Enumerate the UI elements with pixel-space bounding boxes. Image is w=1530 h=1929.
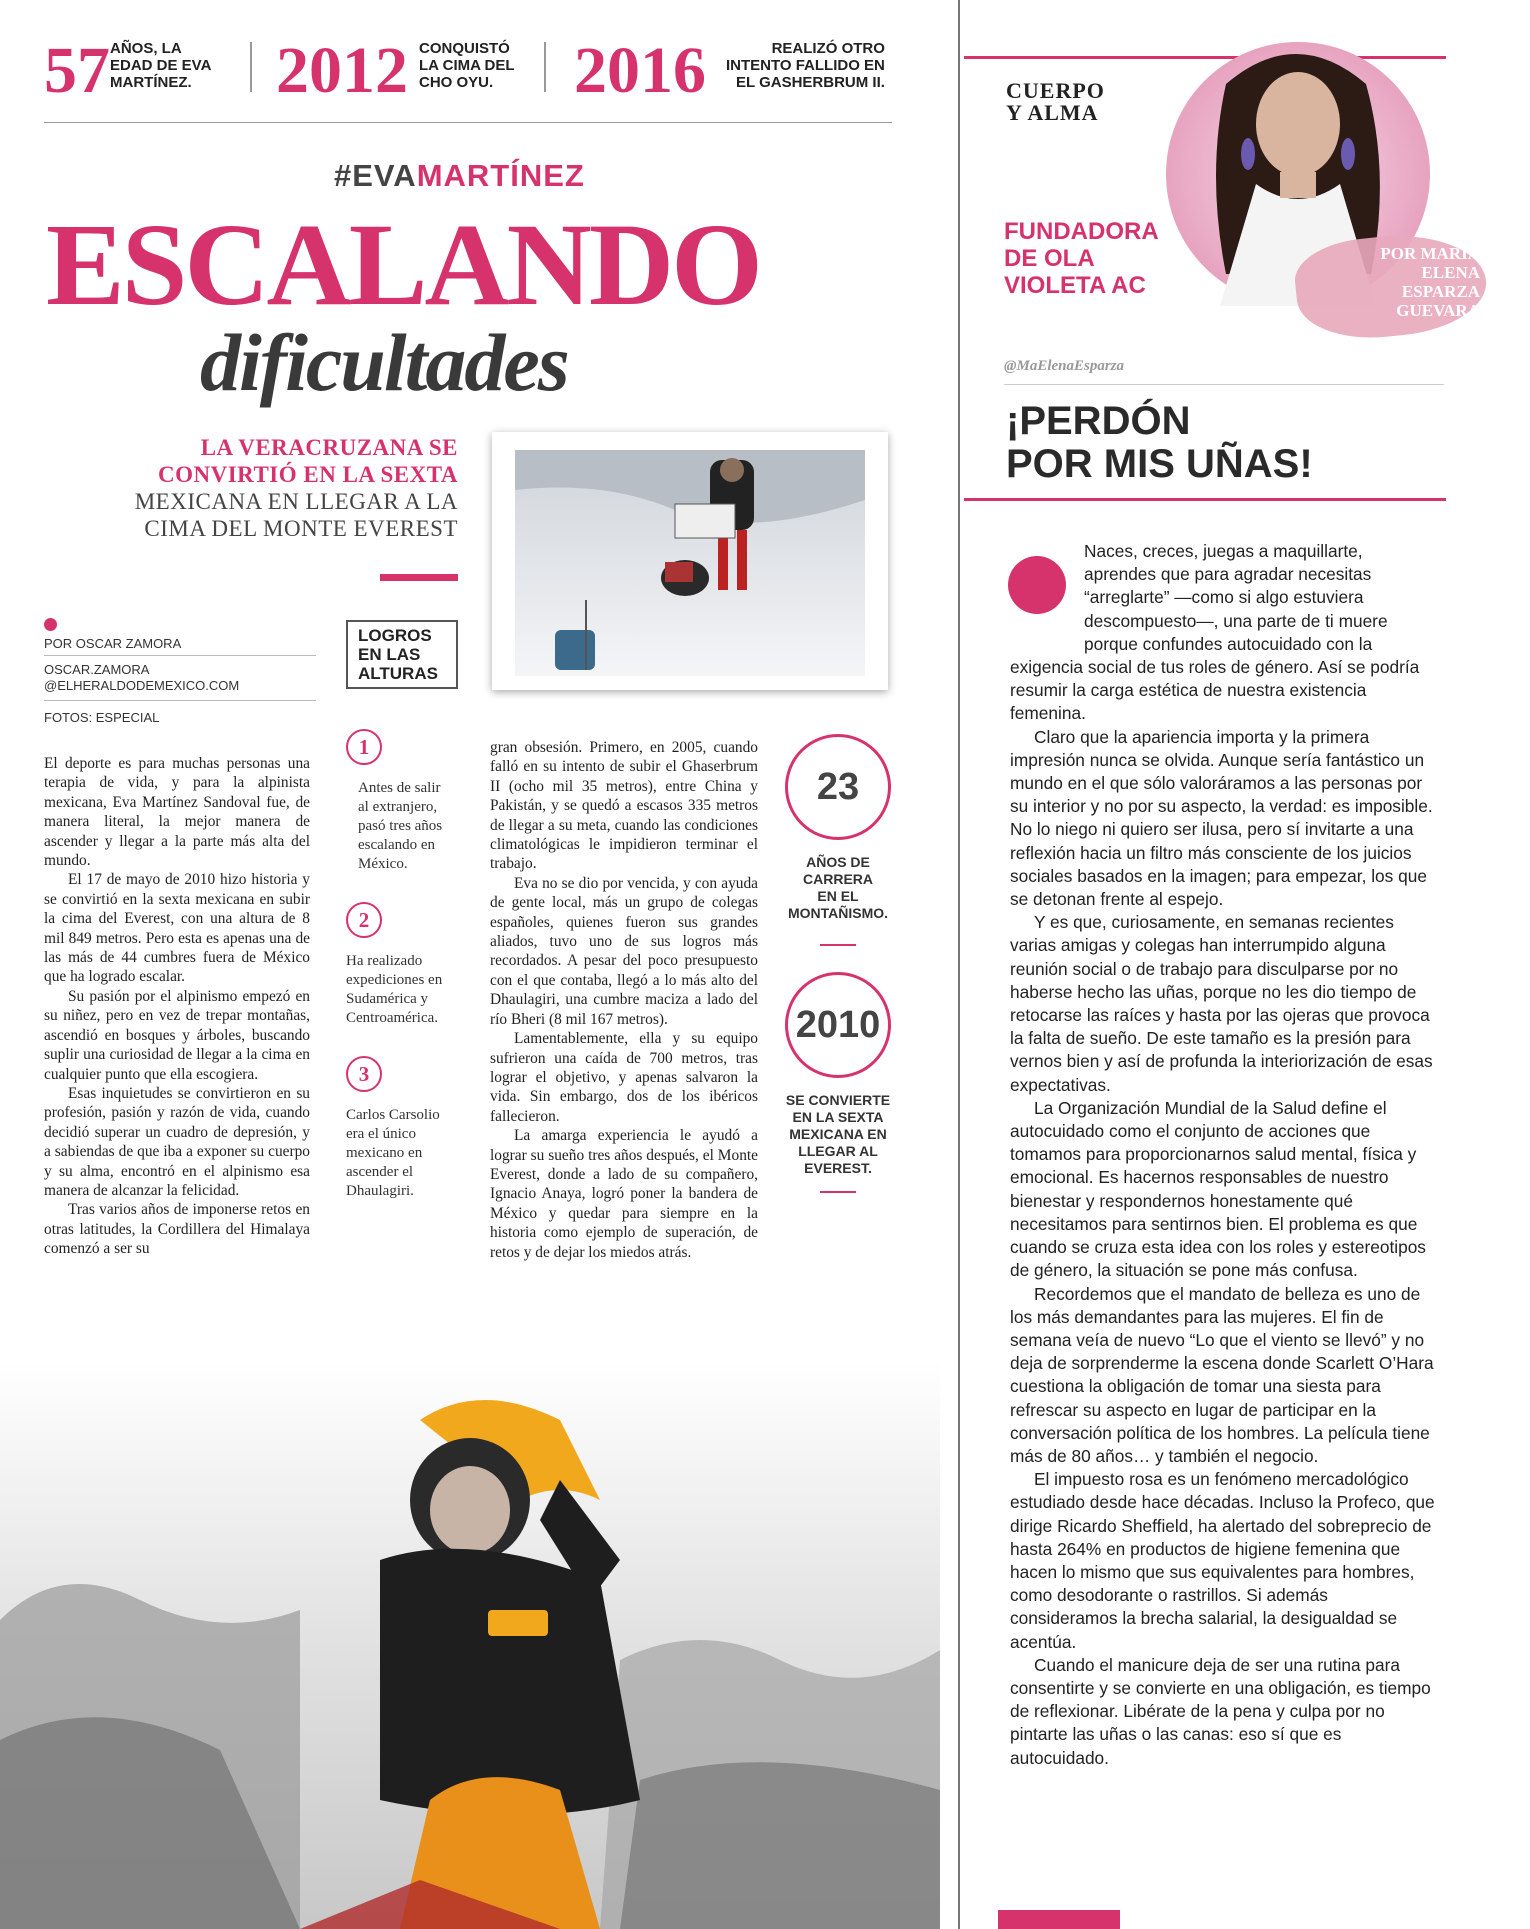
photo-credit: FOTOS: ESPECIAL <box>44 710 160 725</box>
paragraph: Eva no se dio por vencida, y con ayuda de gente local, más un grupo de colegas españoles, quienes fueron sus grandes aliados, tuvo uno de sus logros más recordados. A pesar del poco presupuesto con el que contaba, llegó a lo más alto del Dhaulagiri, una cumbre maciza a lado del río Bheri (8 mil 167 metros). <box>490 874 758 1028</box>
paragraph: Tras varios años de imponerse retos en otras latitudes, la Cordillera del Himalaya comenzó a ser su <box>44 1201 310 1258</box>
deck-underline <box>380 574 458 581</box>
byline-dot <box>44 618 57 631</box>
logro-text: Antes de salir al extranjero, pasó tres años escalando en México. <box>358 780 443 872</box>
hashtag: #EVAMARTÍNEZ <box>334 158 585 193</box>
paragraph: Y es que, curiosamente, en semanas recientes varias amigas y colegas han interrumpido alguna reunión social o de trabajo para disculparse por no haberse hecho las uñas, porque no les dio tiempo de retocarse las raíces y hasta por las ojeras que provoca la falta de sueño. De este tamaño es la presión para vernos bien y así de profunda la interiorización de esas expectativas. <box>1010 912 1433 1095</box>
stats-bar <box>44 34 892 107</box>
column-title: ¡PERDÓN POR MIS UÑAS! <box>1006 399 1313 486</box>
paragraph: La amarga experiencia le ayudó a lograr su sueño tres años después, el Monte Everest, donde a lado de su compañero, Ignacio Anaya, logró poner la bandera de México y quedar para siempre en la historia como ejemplo de superación, de retos y de dejar los miedos atrás. <box>490 1127 758 1261</box>
paragraph: gran obsesión. Primero, en 2005, cuando falló en su intento de subir el Ghaserbrum II (ocho mil 35 metros), entre China y Pakistán, y se quedó a escasos 335 metros de llegar a su meta, cuando las condiciones climatológicas le impidieron terminar el trabajo. <box>490 739 758 873</box>
paragraph: Claro que la apariencia importa y la primera impresión nunca se olvida. Aunque sería fantástico un mundo en el que sólo valoráramos a las personas por su interior y no por su aspecto, la verdad: es imposible. No lo niego ni quiero ser ilusa, pero sí invitarte a una reflexión hacia un filtro más consciente de los juicios sociales basados en la imagen; para empezar, los que se detonan frente al espejo. <box>1010 726 1433 910</box>
author-name: POR MARÍA ELENA ESPARZA GUEVARA <box>1380 244 1480 320</box>
logro-number: 3 <box>346 1056 382 1092</box>
paragraph: Esas inquietudes se convirtieron en su profesión, pasión y razón de vida, cuando decidió superar un cuadro de depresión, y a sabiendas de que iba a exponer su cuerpo y su alma, encontró en el alpinismo esa manera de alcanzar la felicidad. <box>44 1084 310 1199</box>
author-handle[interactable]: @MaElenaEsparza <box>1004 358 1125 374</box>
climber-photo <box>0 1360 940 1929</box>
headline: ESCALANDO <box>46 199 760 330</box>
deck: LA VERACRUZANA SE CONVIRTIÓ EN LA SEXTA MEXICANA EN LLEGAR A LA CIMA DEL MONTE EVEREST <box>134 435 458 541</box>
page-divider <box>958 0 960 1929</box>
paragraph: Cuando el manicure deja de ser una rutina para consentirte y se convierte en una obligación, es tiempo de reflexionar. Libérate de la pena y culpa por no pintarte las uñas o las canas: eso sí que es autocuidado. <box>1010 1654 1431 1768</box>
paragraph: El deporte es para muchas personas una terapia de vida, y para la alpinista mexicana, Eva Martínez Sandoval fue, de manera literal, la mejor manera de ascender y llegar a la parte más alta del mundo. <box>44 755 310 870</box>
top-rule <box>44 122 892 123</box>
climber-photo-image <box>0 1360 940 1929</box>
paragraph: El impuesto rosa es un fenómeno mercadológico estudiado desde hace décadas. Incluso la Profeco, que dirige Ricardo Sheffield, ha alertado del sobreprecio de hasta 264% en productos de higiene femenina que hacen lo mismo que sus equivalentes para hombres, como desodorante o rastrillos. Si además consideramos la brecha salarial, la desigualdad se acentúa. <box>1010 1469 1435 1652</box>
stat-text: REALIZÓ OTRO INTENTO FALLIDO EN EL GASHERBRUM II. <box>726 40 885 91</box>
logros-title: LOGROS EN LAS ALTURAS <box>346 620 458 689</box>
article-column-1 <box>44 754 310 1259</box>
byline-rule <box>44 700 316 701</box>
stat-text: AÑOS, LA EDAD DE EVA MARTÍNEZ. <box>110 40 212 91</box>
fact-number: 2010 <box>785 972 891 1078</box>
logro-text: Carlos Carsolio era el único mexicano en ascender el Dhaulagiri. <box>346 1107 440 1199</box>
paragraph: La Organización Mundial de la Salud define el autocuidado como el conjunto de acciones que tomamos para proporcionarnos salud mental, física y emocional. Es hacernos responsables de nuestro bienestar y respondernos honestamente qué necesitamos para sentirnos bien. El problema es que cuando se cruza esta idea con los roles y estereotipos de género, la situación se pone más confusa. <box>1010 1097 1426 1281</box>
summit-photo <box>492 432 888 690</box>
byline-rule <box>44 655 316 656</box>
fact-rule <box>820 1191 856 1193</box>
stat-number: 2016 <box>574 34 706 107</box>
byline: POR OSCAR ZAMORA <box>44 636 182 651</box>
paragraph: Su pasión por el alpinismo empezó en su niñez, pero en vez de trepar montañas, ascendió en bosques y árboles, buscando suplir una curiosidad de llegar a la cima en cualquier punto que ella escogiera. <box>44 987 310 1083</box>
logro-number: 1 <box>346 729 382 765</box>
column-body <box>1010 540 1436 1770</box>
logro-text: Ha realizado expediciones en Sudamérica y Centroamérica. <box>346 953 443 1026</box>
subhead: dificultades <box>200 317 568 408</box>
author-email[interactable]: OSCAR.ZAMORA @ELHERALDODEMEXICO.COM <box>44 662 240 693</box>
footer-bar <box>998 1910 1120 1929</box>
stat-text: CONQUISTÓ LA CIMA DEL CHO OYU. <box>419 40 515 91</box>
fact-number: 23 <box>785 734 891 840</box>
summit-photo-image <box>515 450 865 676</box>
fact-text: SE CONVIERTE EN LA SEXTA MEXICANA EN LLEGAR AL EVEREST. <box>785 1092 891 1176</box>
article-column-2 <box>490 738 758 1262</box>
author-role: FUNDADORA DE OLA VIOLETA AC <box>1004 218 1159 299</box>
divider <box>544 42 546 92</box>
logro-number: 2 <box>346 902 382 938</box>
section-name: CUERPO Y ALMA <box>1006 78 1105 125</box>
divider <box>250 42 252 92</box>
paragraph: El 17 de mayo de 2010 hizo historia y se convirtió en la sexta mexicana en subir la cima del Everest, con una altura de 8 mil 849 metros. Pero esta es apenas una de las más de 44 cumbres fuera de México que ha logrado escalar. <box>44 871 310 986</box>
stat-number: 57 <box>44 34 110 107</box>
logros-sidebar <box>346 620 458 1201</box>
fact-rule <box>820 944 856 946</box>
paragraph: Recordemos que el mandato de belleza es uno de los más demandantes para las mujeres. El fin de semana veía de nuevo “Lo que el viento se llevó” y no deja de sorprenderme la escena donde Scarlett O’Hara cuestiona la obligación de tomar una siesta para refrescar su aspecto en lugar de participar en la conversación política de los hombres. La película tiene más de 80 años… y también el negocio. <box>1010 1283 1434 1466</box>
paragraph: Naces, creces, juegas a maquillarte, aprendes que para agradar necesitas “arreglarte” —como si algo estuviera descompuesto—, una parte de ti muere porque confundes autocuidado con la exigencia social de tus roles de género. Así se podría resumir la carga estética de nuestra existencia femenina. <box>1010 541 1420 724</box>
handle-rule <box>1004 384 1444 385</box>
paragraph: Lamentablemente, ella y su equipo sufrieron una caída de 700 metros, tras lograr el objetivo, y apenas salvaron la vida. Sin embargo, dos de los ibéricos fallecieron. <box>490 1030 758 1125</box>
title-rule <box>964 498 1446 501</box>
fact-box <box>778 734 898 1193</box>
stat-number: 2012 <box>276 34 408 107</box>
fact-text: AÑOS DE CARRERA EN EL MONTAÑISMO. <box>787 854 889 921</box>
